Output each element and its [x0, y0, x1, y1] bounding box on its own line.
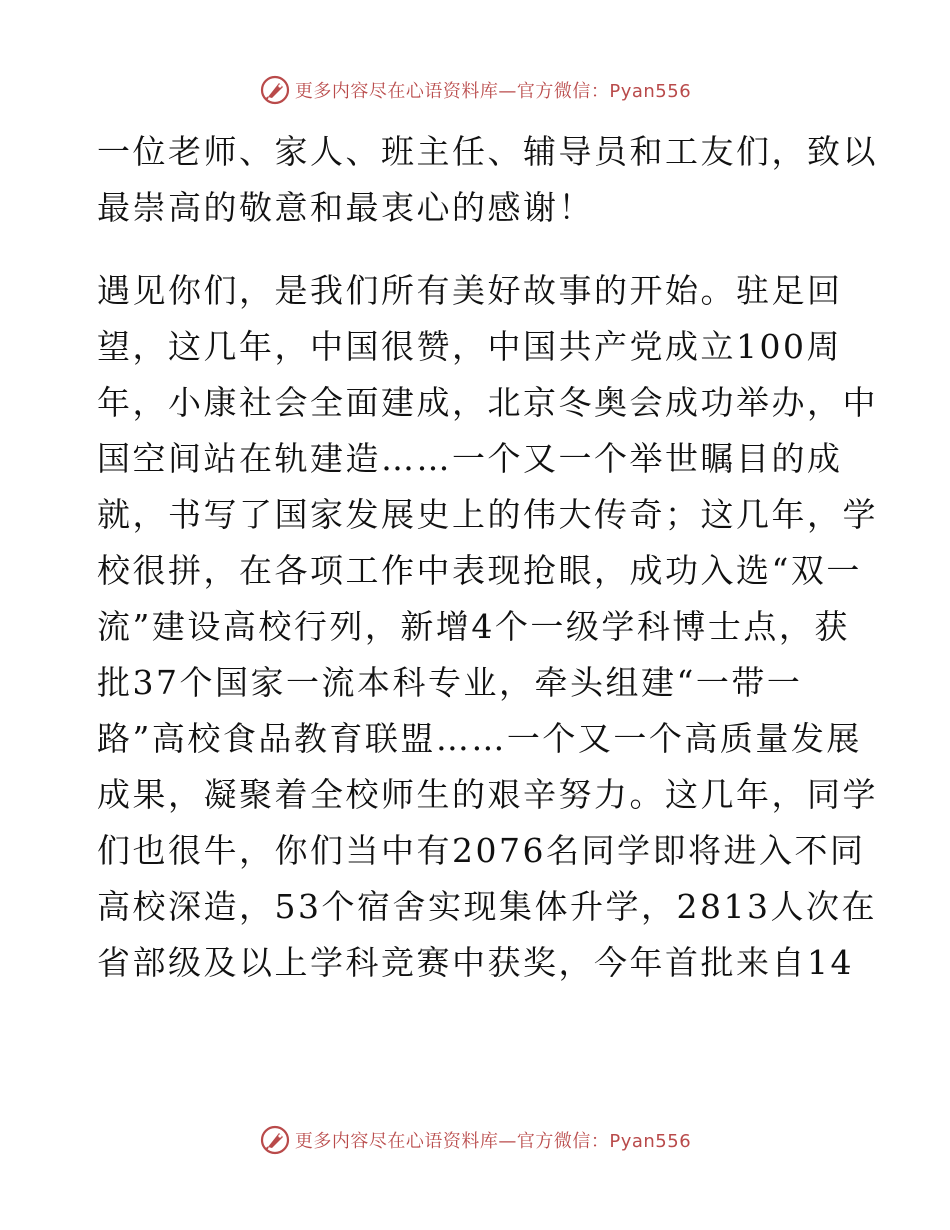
text-line: 流”建设高校行列，新增4个一级学科博士点，获 [97, 607, 850, 646]
text-line: 们也很牛，你们当中有2076名同学即将进入不同 [97, 831, 866, 870]
text-line: 成果，凝聚着全校师生的艰辛努力。这几年，同学 [97, 775, 878, 814]
text-line: 路”高校食品教育联盟……一个又一个高质量发展 [97, 719, 862, 758]
pen-nib-logo-icon [259, 74, 291, 106]
text-line: 校很拼，在各项工作中表现抢眼，成功入选“双一 [97, 551, 862, 590]
text-line: 一位老师、家人、班主任、辅导员和工友们，致以 [97, 132, 878, 171]
text-line: 最崇高的敬意和最衷心的感谢！ [97, 188, 594, 227]
document-body [97, 124, 878, 991]
text-line: 就，书写了国家发展史上的伟大传奇；这几年，学 [97, 495, 878, 534]
text-line: 省部级及以上学科竞赛中获奖，今年首批来自14 [97, 943, 854, 982]
text-line: 望，这几年，中国很赞，中国共产党成立100周 [97, 327, 842, 366]
watermark-text: 更多内容尽在心语资料库—官方微信：Pyan556 [294, 1131, 692, 1152]
text-line: 批37个国家一流本科专业，牵头组建“一带一 [97, 663, 803, 702]
pen-nib-logo-icon [259, 1124, 291, 1156]
paragraph [97, 124, 878, 236]
footer-watermark-banner [0, 1124, 950, 1156]
text-line: 高校深造，53个宿舍实现集体升学，2813人次在 [97, 887, 877, 926]
paragraph [97, 263, 878, 991]
text-line: 遇见你们，是我们所有美好故事的开始。驻足回 [97, 271, 843, 310]
text-line: 国空间站在轨建造……一个又一个举世瞩目的成 [97, 439, 843, 478]
watermark-text: 更多内容尽在心语资料库—官方微信：Pyan556 [294, 81, 692, 102]
text-line: 年，小康社会全面建成，北京冬奥会成功举办，中 [97, 383, 878, 422]
header-watermark-banner [0, 74, 950, 106]
